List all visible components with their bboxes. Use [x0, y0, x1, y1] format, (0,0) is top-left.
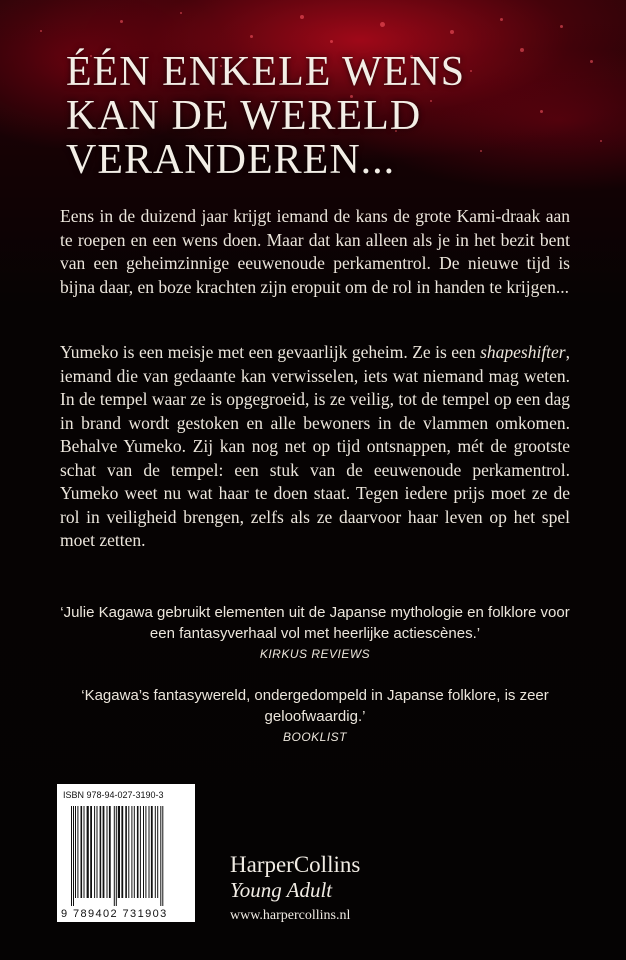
barcode-number: 9 789402 731903: [61, 908, 168, 920]
sparkle-dot: [470, 70, 472, 72]
publisher-name: HarperCollins: [230, 852, 361, 877]
headline-line-1: ÉÉN ENKELE WENS: [66, 49, 466, 95]
sparkle-dot: [540, 110, 543, 113]
sparkle-dot: [560, 25, 563, 28]
review-quote-booklist: [60, 685, 570, 744]
review-quote-kirkus: [60, 602, 570, 661]
sparkle-dot: [250, 35, 253, 38]
barcode-icon: [69, 806, 185, 906]
sparkle-dot: [380, 22, 385, 27]
review-quote-text: ‘Kagawa’s fantasywereld, ondergedompeld in Japanse folklore, is zeer geloofwaardig.’: [81, 687, 549, 725]
sparkle-dot: [330, 40, 333, 43]
sparkle-dot: [40, 30, 42, 32]
barcode-label: [57, 784, 195, 922]
sparkle-dot: [500, 18, 503, 21]
sparkle-dot: [450, 30, 454, 34]
headline-line-3: VERANDEREN...: [66, 137, 396, 183]
sparkle-dot: [300, 15, 304, 19]
blurb-italic-term: shapeshifter: [480, 342, 566, 362]
publisher-imprint: Young Adult: [230, 878, 333, 902]
sparkle-dot: [180, 12, 182, 14]
publisher-url: www.harpercollins.nl: [230, 908, 351, 923]
sparkle-dot: [590, 60, 593, 63]
headline-line-2: KAN DE WERELD: [66, 93, 422, 139]
blurb-paragraph-2-end: , iemand die van gedaante kan verwisselen, iets wat niemand mag weten. In de tempel waar ze is opgegroeid, is ze veilig, tot de tempel op een dag in brand wordt gestoken en alle bewoners in de vlammen omkomen. Behalve Yumeko. Zij kan nog net op tijd ontsnappen, mét de grootste schat van de tempel: een stuk van de eeuwenoude perkamentrol. Yumeko weet nu wat haar te doen staat. Tegen iedere prijs moet ze de rol in veiligheid brengen, zelfs als ze daarvoor haar leven op het spel moet zetten.: [60, 342, 570, 550]
publisher-logo: [230, 852, 360, 926]
sparkle-dot: [520, 48, 524, 52]
blurb-paragraph-2: [60, 341, 570, 553]
blurb-paragraph-2-start: Yumeko is een meisje met een gevaarlijk geheim. Ze is een: [60, 342, 481, 362]
review-source: KIRKUS REVIEWS: [259, 647, 371, 661]
review-quote-text: ‘Julie Kagawa gebruikt elementen uit de Japanse mythologie en folklore voor een fantasyverhaal vol met heerlijke actiescènes.’: [60, 604, 570, 642]
blurb-paragraph-1: Eens in de duizend jaar krijgt iemand de kans de grote Kami-draak aan te roepen en een wens doen. Maar dat kan alleen als je in het bezit bent van een geheimzinnige eeuwenoude perkamentrol. De nieuwe tijd is bijna daar, en boze krachten zijn eropuit om de rol in handen te krijgen...: [60, 206, 570, 297]
review-source: BOOKLIST: [282, 730, 348, 744]
sparkle-dot: [480, 150, 482, 152]
sparkle-dot: [600, 140, 602, 142]
sparkle-dot: [120, 20, 123, 23]
isbn-text: ISBN 978-94-027-3190-3: [63, 790, 164, 800]
headline: [66, 50, 465, 182]
